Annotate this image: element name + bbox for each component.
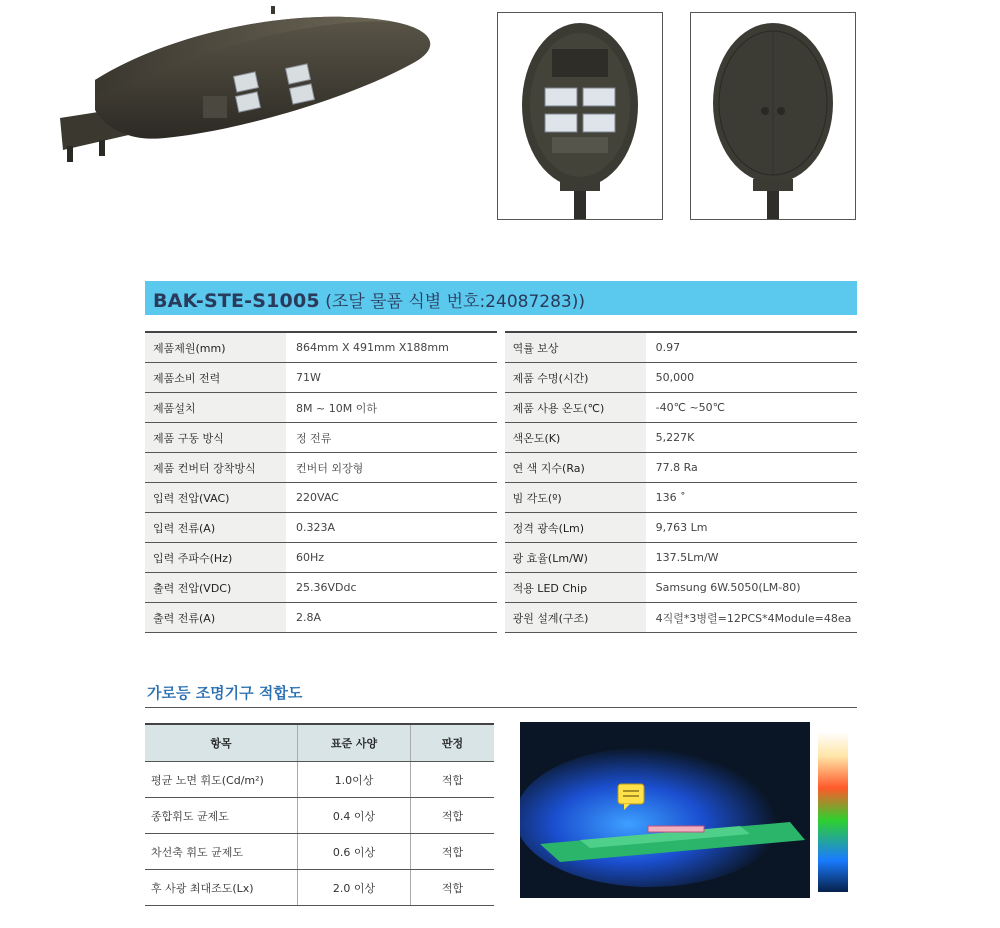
suitability-row [145,870,494,906]
model-code: BAK-STE-S1005 [153,290,320,312]
model-subtitle: (조달 물품 식별 번호:24087283)) [325,292,585,312]
spec-value: Samsung 6W.5050(LM-80) [646,573,857,603]
spec-gap [497,603,505,633]
suitability-title: 가로등 조명기구 적합도 [147,684,303,702]
spec-gap [497,363,505,393]
spec-value: 8M ~ 10M 이하 [286,393,497,423]
spec-label: 입력 전압(VAC) [145,483,286,513]
suitability-table [145,723,494,906]
spec-gap [497,573,505,603]
spec-label: 제품 사용 온도(℃) [505,393,646,423]
spec-value: 60Hz [286,543,497,573]
suitability-divider [145,707,857,708]
spec-label: 색온도(K) [505,423,646,453]
suitability-standard: 1.0이상 [298,762,411,798]
spec-value: -40℃ ~50℃ [646,393,857,423]
spec-value: 9,763 Lm [646,513,857,543]
spec-label: 입력 전류(A) [145,513,286,543]
spec-gap [497,513,505,543]
suitability-result: 적합 [411,870,495,906]
spec-label: 역률 보상 [505,332,646,363]
spec-label: 출력 전압(VDC) [145,573,286,603]
spec-gap [497,393,505,423]
spec-value: 50,000 [646,363,857,393]
model-title [153,287,585,312]
spec-label: 제품 구동 방식 [145,423,286,453]
suitability-item: 평균 노면 휘도(Cd/m²) [145,762,298,798]
spec-row [145,573,857,603]
spec-value: 71W [286,363,497,393]
spec-value: 0.97 [646,332,857,363]
spec-gap [497,332,505,363]
luminaire-back-photo [690,12,856,220]
header-item: 항목 [145,724,298,762]
luminance-heatmap-image [520,722,858,898]
spec-label: 제품 컨버터 장착방식 [145,453,286,483]
spec-label: 제품소비 전력 [145,363,286,393]
spec-value: 220VAC [286,483,497,513]
luminaire-front-photo [497,12,663,220]
spec-value: 0.323A [286,513,497,543]
spec-label: 적용 LED Chip [505,573,646,603]
suitability-result: 적합 [411,798,495,834]
suitability-standard: 0.4 이상 [298,798,411,834]
spec-label: 연 색 지수(Ra) [505,453,646,483]
spec-row [145,332,857,363]
spec-label: 광 효율(Lm/W) [505,543,646,573]
spec-gap [497,483,505,513]
spec-label: 광원 설계(구조) [505,603,646,633]
luminaire-side-image [55,0,440,170]
spec-row [145,423,857,453]
spec-table [145,331,857,633]
model-header-bar [145,281,857,315]
spec-gap [497,543,505,573]
spec-row [145,543,857,573]
spec-label: 입력 주파수(Hz) [145,543,286,573]
suitability-standard: 0.6 이상 [298,834,411,870]
suitability-standard: 2.0 이상 [298,870,411,906]
spec-gap [497,423,505,453]
spec-row [145,393,857,423]
spec-value: 정 전류 [286,423,497,453]
suitability-item: 차선축 휘도 균제도 [145,834,298,870]
suitability-row [145,834,494,870]
header-result: 판정 [411,724,495,762]
spec-value: 컨버터 외장형 [286,453,497,483]
spec-row [145,603,857,633]
spec-gap [497,453,505,483]
spec-value: 137.5Lm/W [646,543,857,573]
suitability-row [145,798,494,834]
suitability-item: 후 사광 최대조도(Lx) [145,870,298,906]
suitability-item: 종합휘도 균제도 [145,798,298,834]
spec-value: 5,227K [646,423,857,453]
spec-row [145,483,857,513]
spec-row [145,363,857,393]
spec-value: 77.8 Ra [646,453,857,483]
spec-label: 제품제원(mm) [145,332,286,363]
spec-label: 제품 수명(시간) [505,363,646,393]
suitability-result: 적합 [411,834,495,870]
spec-label: 출력 전류(A) [145,603,286,633]
spec-value: 2.8A [286,603,497,633]
spec-label: 빔 각도(º) [505,483,646,513]
spec-label: 정격 광속(Lm) [505,513,646,543]
spec-row [145,453,857,483]
suitability-row [145,762,494,798]
spec-value: 4직렬*3병렬=12PCS*4Module=48ea [646,603,857,633]
spec-row [145,513,857,543]
spec-value: 136 ˚ [646,483,857,513]
suitability-result: 적합 [411,762,495,798]
spec-label: 제품설치 [145,393,286,423]
header-standard: 표준 사양 [298,724,411,762]
spec-value: 25.36VDdc [286,573,497,603]
spec-value: 864mm X 491mm X188mm [286,332,497,363]
